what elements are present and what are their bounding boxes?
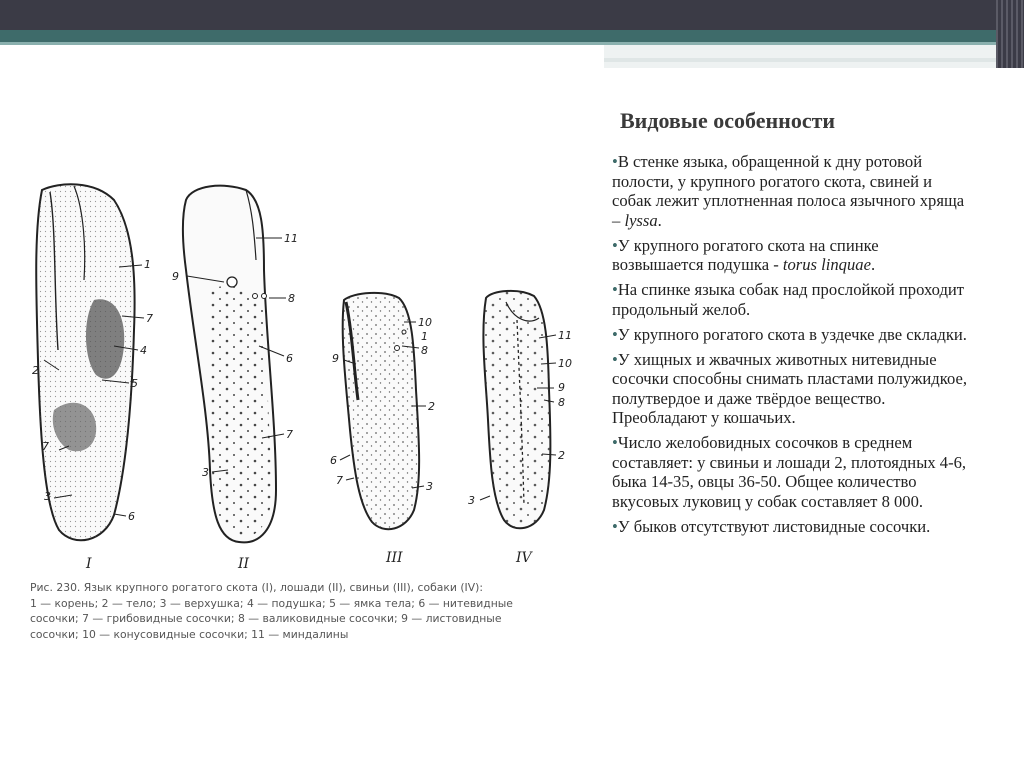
bullet-marker: • — [612, 433, 618, 452]
label-II-8: 8 — [288, 292, 295, 305]
bullet-tail: . — [870, 255, 876, 274]
figure-roman-labels — [85, 550, 534, 572]
label-IV-10: 10 — [558, 357, 572, 370]
tongue-III — [343, 293, 419, 529]
label-I-7b: 7 — [42, 440, 49, 453]
label-III-6: 6 — [330, 454, 337, 467]
bullet-item — [612, 236, 972, 275]
bullet-italic-term: torus linquae — [782, 255, 871, 274]
bullet-marker: • — [612, 516, 618, 536]
label-III-3: 3 — [426, 480, 433, 493]
header-decoration — [604, 45, 1024, 68]
label-II-6: 6 — [286, 352, 293, 365]
bullet-text: У крупного рогатого скота на спинке возвышается подушка - — [612, 235, 879, 274]
label-III-2: 2 — [428, 400, 435, 413]
bullet-marker: • — [612, 152, 618, 171]
bullet-marker: • — [612, 324, 618, 344]
bullet-item — [612, 517, 972, 537]
bullet-text: На спинке языка собак над прослойкой проходит продольный желоб. — [612, 280, 965, 319]
bullet-text: У быков отсутствуют листовидные сосочки. — [617, 516, 931, 536]
slide-title: Видовые особенности — [620, 108, 836, 133]
label-I-6: 6 — [128, 510, 135, 523]
label-III-8: 8 — [421, 344, 428, 357]
label-IV-8: 8 — [558, 396, 565, 409]
roman-II: II — [238, 556, 250, 572]
label-I-7a: 7 — [146, 312, 153, 325]
caption-line: сосочки; 7 — грибовидные сосочки; 8 — валиковидные сосочки; 9 — листовидные — [30, 612, 502, 625]
label-IV-3: 3 — [468, 494, 475, 507]
label-I-5: 5 — [131, 377, 138, 390]
tongue-illustration — [14, 170, 594, 590]
label-II-7: 7 — [286, 428, 293, 441]
teal-header-band — [0, 30, 1024, 42]
tongue-figure — [14, 170, 594, 590]
bullet-tail: . — [657, 210, 662, 230]
bullet-italic-term: lyssa — [624, 210, 658, 230]
bullet-marker: • — [612, 280, 618, 299]
bullet-text: Число желобовидных сосочков в среднем составляет: у свиньи и лошади 2, плотоядных 4-6, быка 14-35, овцы 36-50. Общее количество вкусовых луковиц у собак составляет 8 000. — [612, 433, 967, 511]
bullet-item — [612, 433, 972, 511]
bullet-text: У крупного рогатого скота в уздечке две складки. — [617, 324, 967, 344]
label-II-9: 9 — [172, 270, 179, 283]
label-II-3: 3 — [202, 466, 209, 479]
bullet-text: В стенке языка, обращенной к дну ротовой полости, у крупного рогатого скота, свиней и собак лежит уплотненная полоса язычного хряща – — [612, 152, 965, 230]
roman-I: I — [86, 556, 92, 572]
label-I-4: 4 — [140, 344, 147, 357]
roman-IV: IV — [516, 550, 532, 566]
label-III-1: 1 — [421, 330, 428, 343]
label-III-10: 10 — [418, 316, 432, 329]
caption-line: 1 — корень; 2 — тело; 3 — верхушка; 4 — подушка; 5 — ямка тела; 6 — нитевидные — [30, 596, 513, 610]
label-I-1: 1 — [144, 258, 151, 271]
bullet-item — [612, 325, 972, 345]
bullet-marker: • — [612, 349, 618, 369]
roman-III: III — [386, 550, 403, 566]
label-I-2: 2 — [32, 364, 39, 377]
caption-line: Рис. 230. Язык крупного рогатого скота (I), лошади (II), свиньи (III), собаки (IV): — [30, 581, 483, 594]
tongue-IV — [483, 291, 550, 528]
top-dark-bar — [0, 0, 1024, 30]
label-II-11: 11 — [284, 232, 298, 245]
label-IV-9: 9 — [558, 381, 565, 394]
bullet-item — [612, 280, 972, 319]
bullet-marker: • — [612, 235, 618, 255]
bullet-item — [612, 152, 972, 230]
bullet-list — [612, 152, 972, 542]
label-III-9: 9 — [332, 352, 339, 365]
label-I-3: 3 — [44, 490, 51, 503]
label-IV-2: 2 — [558, 449, 565, 462]
bullet-text: У хищных и жвачных животных нитевидные сосочки способны снимать пластами полужидкое, полутвердое и даже твёрдое вещество. Преобладают у кошачьих. — [612, 349, 967, 427]
header-decoration-line — [604, 58, 1024, 62]
tongue-I — [36, 184, 134, 540]
caption-line: сосочки; 10 — конусовидные сосочки; 11 — миндалины — [30, 627, 349, 641]
tongue-II — [183, 186, 276, 543]
corner-stripes — [996, 0, 1024, 68]
label-III-7: 7 — [336, 474, 343, 487]
label-IV-11: 11 — [558, 329, 572, 342]
figure-caption — [30, 580, 590, 642]
bullet-item — [612, 350, 972, 428]
